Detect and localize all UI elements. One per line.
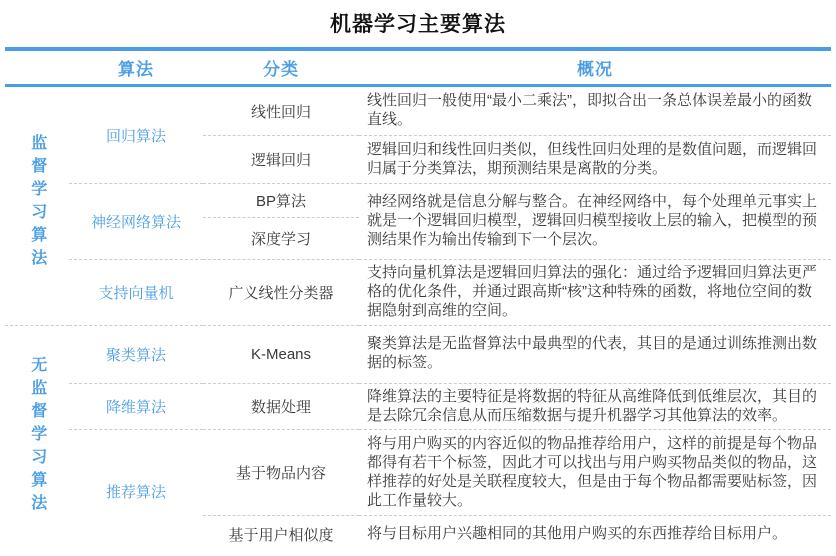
overview-cell-dimension-reduction: 降维算法的主要特征是将数据的特征从高维降低到低维层次，其目的是去除冗余信息从而压缩数据与提升机器学习其他算法的效率。 (359, 383, 831, 430)
overview-cell-user-similarity: 将与目标用户兴趣相同的其他用户购买的东西推荐给目标用户。 (359, 516, 831, 552)
table-row (5, 430, 831, 516)
category-cell-bp: BP算法 (203, 184, 359, 218)
header-overview: 概况 (359, 49, 831, 86)
header-algorithm: 算法 (69, 49, 203, 86)
category-cell-linear-classifier: 广义线性分类器 (203, 260, 359, 326)
page-title: 机器学习主要算法 (330, 13, 506, 36)
category-cell-deep-learning: 深度学习 (203, 218, 359, 260)
table-row (5, 86, 831, 136)
category-cell-item-based: 基于物品内容 (203, 430, 359, 516)
group-label-unsupervised (5, 325, 69, 552)
algorithm-cell-svm: 支持向量机 (69, 260, 203, 326)
category-cell-user-similarity: 基于用户相似度 (203, 516, 359, 552)
category-cell-data-processing: 数据处理 (203, 383, 359, 430)
table-header-row (5, 49, 831, 86)
algorithm-cell-dimension-reduction: 降维算法 (69, 383, 203, 430)
overview-cell-neural-network: 神经网络就是信息分解与整合。在神经网络中，每个处理单元事实上就是一个逻辑回归模型，逻辑回归模型接收上层的输入，把模型的预测结果作为输出传输到下一个层次。 (359, 184, 831, 260)
table-row (5, 184, 831, 218)
overview-cell-clustering: 聚类算法是无监督算法中最典型的代表，其目的是通过训练推测出数据的标签。 (359, 325, 831, 383)
overview-cell-item-based: 将与用户购买的内容近似的物品推荐给用户，这样的前提是每个物品都得有若干个标签，因此才可以找出与用户购买物品类似的物品，这样推荐的好处是关联程度较大，但是由于每个物品都需要贴标签，因此工作量较大。 (359, 430, 831, 516)
algorithms-table (5, 47, 831, 552)
overview-cell-svm: 支持向量机算法是逻辑回归算法的强化：通过给予逻辑回归算法更严格的优化条件，并通过跟高斯“核”这种特殊的函数，将地位空间的数据隐射到高维的空间。 (359, 260, 831, 326)
category-cell-kmeans: K-Means (203, 325, 359, 383)
algorithm-cell-recommendation: 推荐算法 (69, 430, 203, 552)
overview-cell-logistic-regression: 逻辑回归和线性回归类似，但线性回归处理的是数值问题，而逻辑回归属于分类算法，期预测结果是离散的分类。 (359, 136, 831, 184)
header-spacer (5, 49, 69, 86)
table-row (5, 383, 831, 430)
table-row (5, 325, 831, 383)
category-cell-linear-regression: 线性回归 (203, 86, 359, 136)
category-cell-logistic-regression: 逻辑回归 (203, 136, 359, 184)
header-category: 分类 (203, 49, 359, 86)
group-label-text: 无监督学习算法 (28, 355, 46, 517)
overview-cell-linear-regression: 线性回归一般使用“最小二乘法”，即拟合出一条总体误差最小的函数直线。 (359, 86, 831, 136)
table-row (5, 260, 831, 326)
algorithm-cell-clustering: 聚类算法 (69, 325, 203, 383)
algorithm-cell-regression: 回归算法 (69, 86, 203, 184)
algorithm-cell-neural-network: 神经网络算法 (69, 184, 203, 260)
group-label-supervised (5, 86, 69, 326)
group-label-text: 监督学习算法 (28, 134, 46, 273)
